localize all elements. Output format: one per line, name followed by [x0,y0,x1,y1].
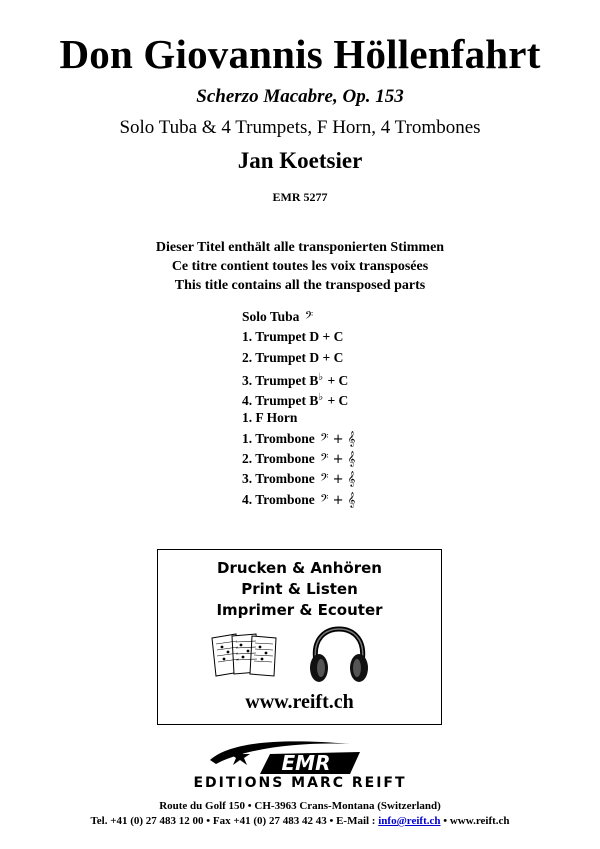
promo-line-german: Drucken & Anhören [217,559,382,577]
composer: Jan Koetsier [237,148,363,173]
transposition-notice [0,238,600,295]
sheet-music-icon [210,632,280,678]
part-item: 4. Trumpet B♭ + C [242,392,349,409]
publisher-name: EDITIONS MARC REIFT [193,775,407,791]
notice-german: Dieser Titel enthält alle transponierten Stimmen [155,240,445,255]
print-listen-box [157,549,442,725]
publisher-address: Route du Golf 150 • CH-3963 Crans-Montana (Switzerland) [159,800,441,812]
part-item: Solo Tuba 𝄢 [242,309,314,325]
clef-icon: 𝄢 + 𝄞 [320,472,356,488]
website-link[interactable]: • www.reift.ch [440,815,510,827]
flat-icon: ♭ [318,392,324,404]
clef-icon: 𝄢 + 𝄞 [320,492,356,508]
clef-icon: 𝄢 + 𝄞 [320,431,356,447]
part-item: 1. Trumpet D + C [242,329,344,345]
part-item: 1. Trombone 𝄢 + 𝄞 [242,430,356,447]
parts-list [242,307,355,510]
subtitle: Scherzo Macabre, Op. 153 [196,86,404,107]
promo-line-english: Print & Listen [241,580,358,598]
clef-icon: 𝄢 + 𝄞 [320,452,356,468]
part-item: 1. F Horn [242,410,298,426]
part-item: 2. Trumpet D + C [242,349,344,365]
catalog-number: EMR 5277 [272,190,328,204]
promo-line-french: Imprimer & Ecouter [216,601,383,619]
publisher-contact [0,815,600,827]
flat-icon: ♭ [318,371,324,383]
page-title: Don Giovannis Höllenfahrt [59,31,541,77]
part-item: 4. Trombone 𝄢 + 𝄞 [242,491,356,508]
logo-text: EMR [281,751,331,775]
email-link[interactable]: info@reift.ch [378,815,441,827]
headphones-icon [306,626,372,684]
part-item: 3. Trombone 𝄢 + 𝄞 [242,471,356,488]
instrumentation: Solo Tuba & 4 Trumpets, F Horn, 4 Trombones [119,117,481,138]
part-item: 2. Trombone 𝄢 + 𝄞 [242,451,356,468]
bass-clef-icon: 𝄢 [304,310,314,325]
website-url[interactable]: www.reift.ch [245,691,354,713]
phone-fax: Tel. +41 (0) 27 483 12 00 • Fax +41 (0) 27 483 42 43 • E-Mail : [90,815,379,827]
notice-english: This title contains all the transposed parts [174,278,426,293]
notice-french: Ce titre contient toutes les voix transposées [171,259,429,274]
part-item: 3. Trumpet B♭ + C [242,371,349,388]
